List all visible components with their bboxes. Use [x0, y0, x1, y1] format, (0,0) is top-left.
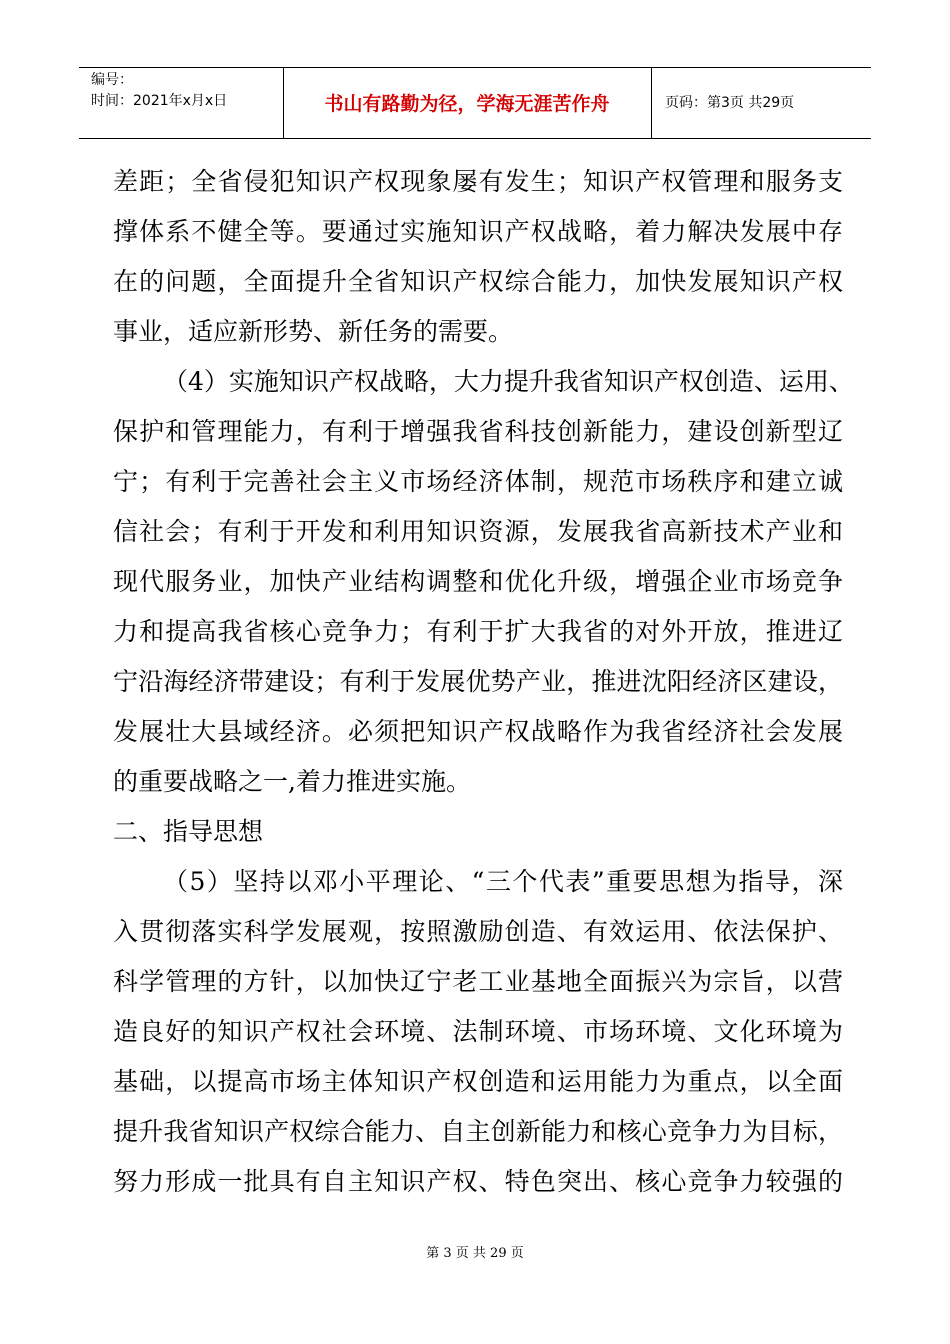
text-line: 力和提高我省核心竞争力；有利于扩大我省的对外开放，推进辽 [113, 617, 843, 646]
text-line: 入贯彻落实科学发展观，按照激励创造、有效运用、依法保护、 [113, 917, 843, 946]
text-line: 信社会；有利于开发和利用知识资源，发展我省高新技术产业和 [113, 517, 843, 546]
page-header [79, 67, 871, 139]
text-line: 的重要战略之一,着力推进实施。 [113, 767, 471, 796]
text-line: 努力形成一批具有自主知识产权、特色突出、核心竞争力较强的 [113, 1167, 843, 1196]
section-heading: 二、指导思想 [113, 817, 264, 846]
text-line: 宁沿海经济带建设；有利于发展优势产业，推进沈阳经济区建设， [113, 667, 843, 696]
text-line: 差距；全省侵犯知识产权现象屡有发生；知识产权管理和服务支 [113, 167, 843, 196]
text-line: 撑体系不健全等。要通过实施知识产权战略，着力解决发展中存 [113, 217, 843, 246]
text-line: 事业，适应新形势、新任务的需要。 [113, 317, 514, 346]
header-motto: 书山有路勤为径，学海无涯苦作舟 [324, 93, 610, 115]
text-line: 基础，以提高市场主体知识产权创造和运用能力为重点，以全面 [113, 1067, 843, 1096]
document-body [113, 157, 854, 1207]
text-line: 造良好的知识产权社会环境、法制环境、市场环境、文化环境为 [113, 1017, 843, 1046]
text-line: 保护和管理能力，有利于增强我省科技创新能力，建设创新型辽 [113, 417, 843, 446]
text-line: 现代服务业，加快产业结构调整和优化升级，增强企业市场竞争 [113, 567, 843, 596]
document-number-label: 编号： [91, 72, 133, 88]
document-date-label: 时间：2021年x月x日 [91, 93, 228, 109]
text-line: 提升我省知识产权综合能力、自主创新能力和核心竞争力为目标， [113, 1117, 843, 1146]
paragraph-start-line: （4）实施知识产权战略，大力提升我省知识产权创造、运用、 [163, 367, 854, 396]
text-line: 发展壮大县域经济。必须把知识产权战略作为我省经济社会发展 [113, 717, 843, 746]
header-divider [651, 68, 652, 138]
text-line: 宁；有利于完善社会主义市场经济体制，规范市场秩序和建立诚 [113, 467, 843, 496]
page-footer: 第 3 页 共 29 页 [426, 1246, 524, 1261]
header-page-info: 页码：第3页 共29页 [665, 95, 795, 111]
text-line: 科学管理的方针，以加快辽宁老工业基地全面振兴为宗旨，以营 [113, 967, 843, 996]
paragraph-start-line: （5）坚持以邓小平理论、“三个代表”重要思想为指导，深 [163, 867, 843, 896]
text-line: 在的问题，全面提升全省知识产权综合能力，加快发展知识产权 [113, 267, 843, 296]
